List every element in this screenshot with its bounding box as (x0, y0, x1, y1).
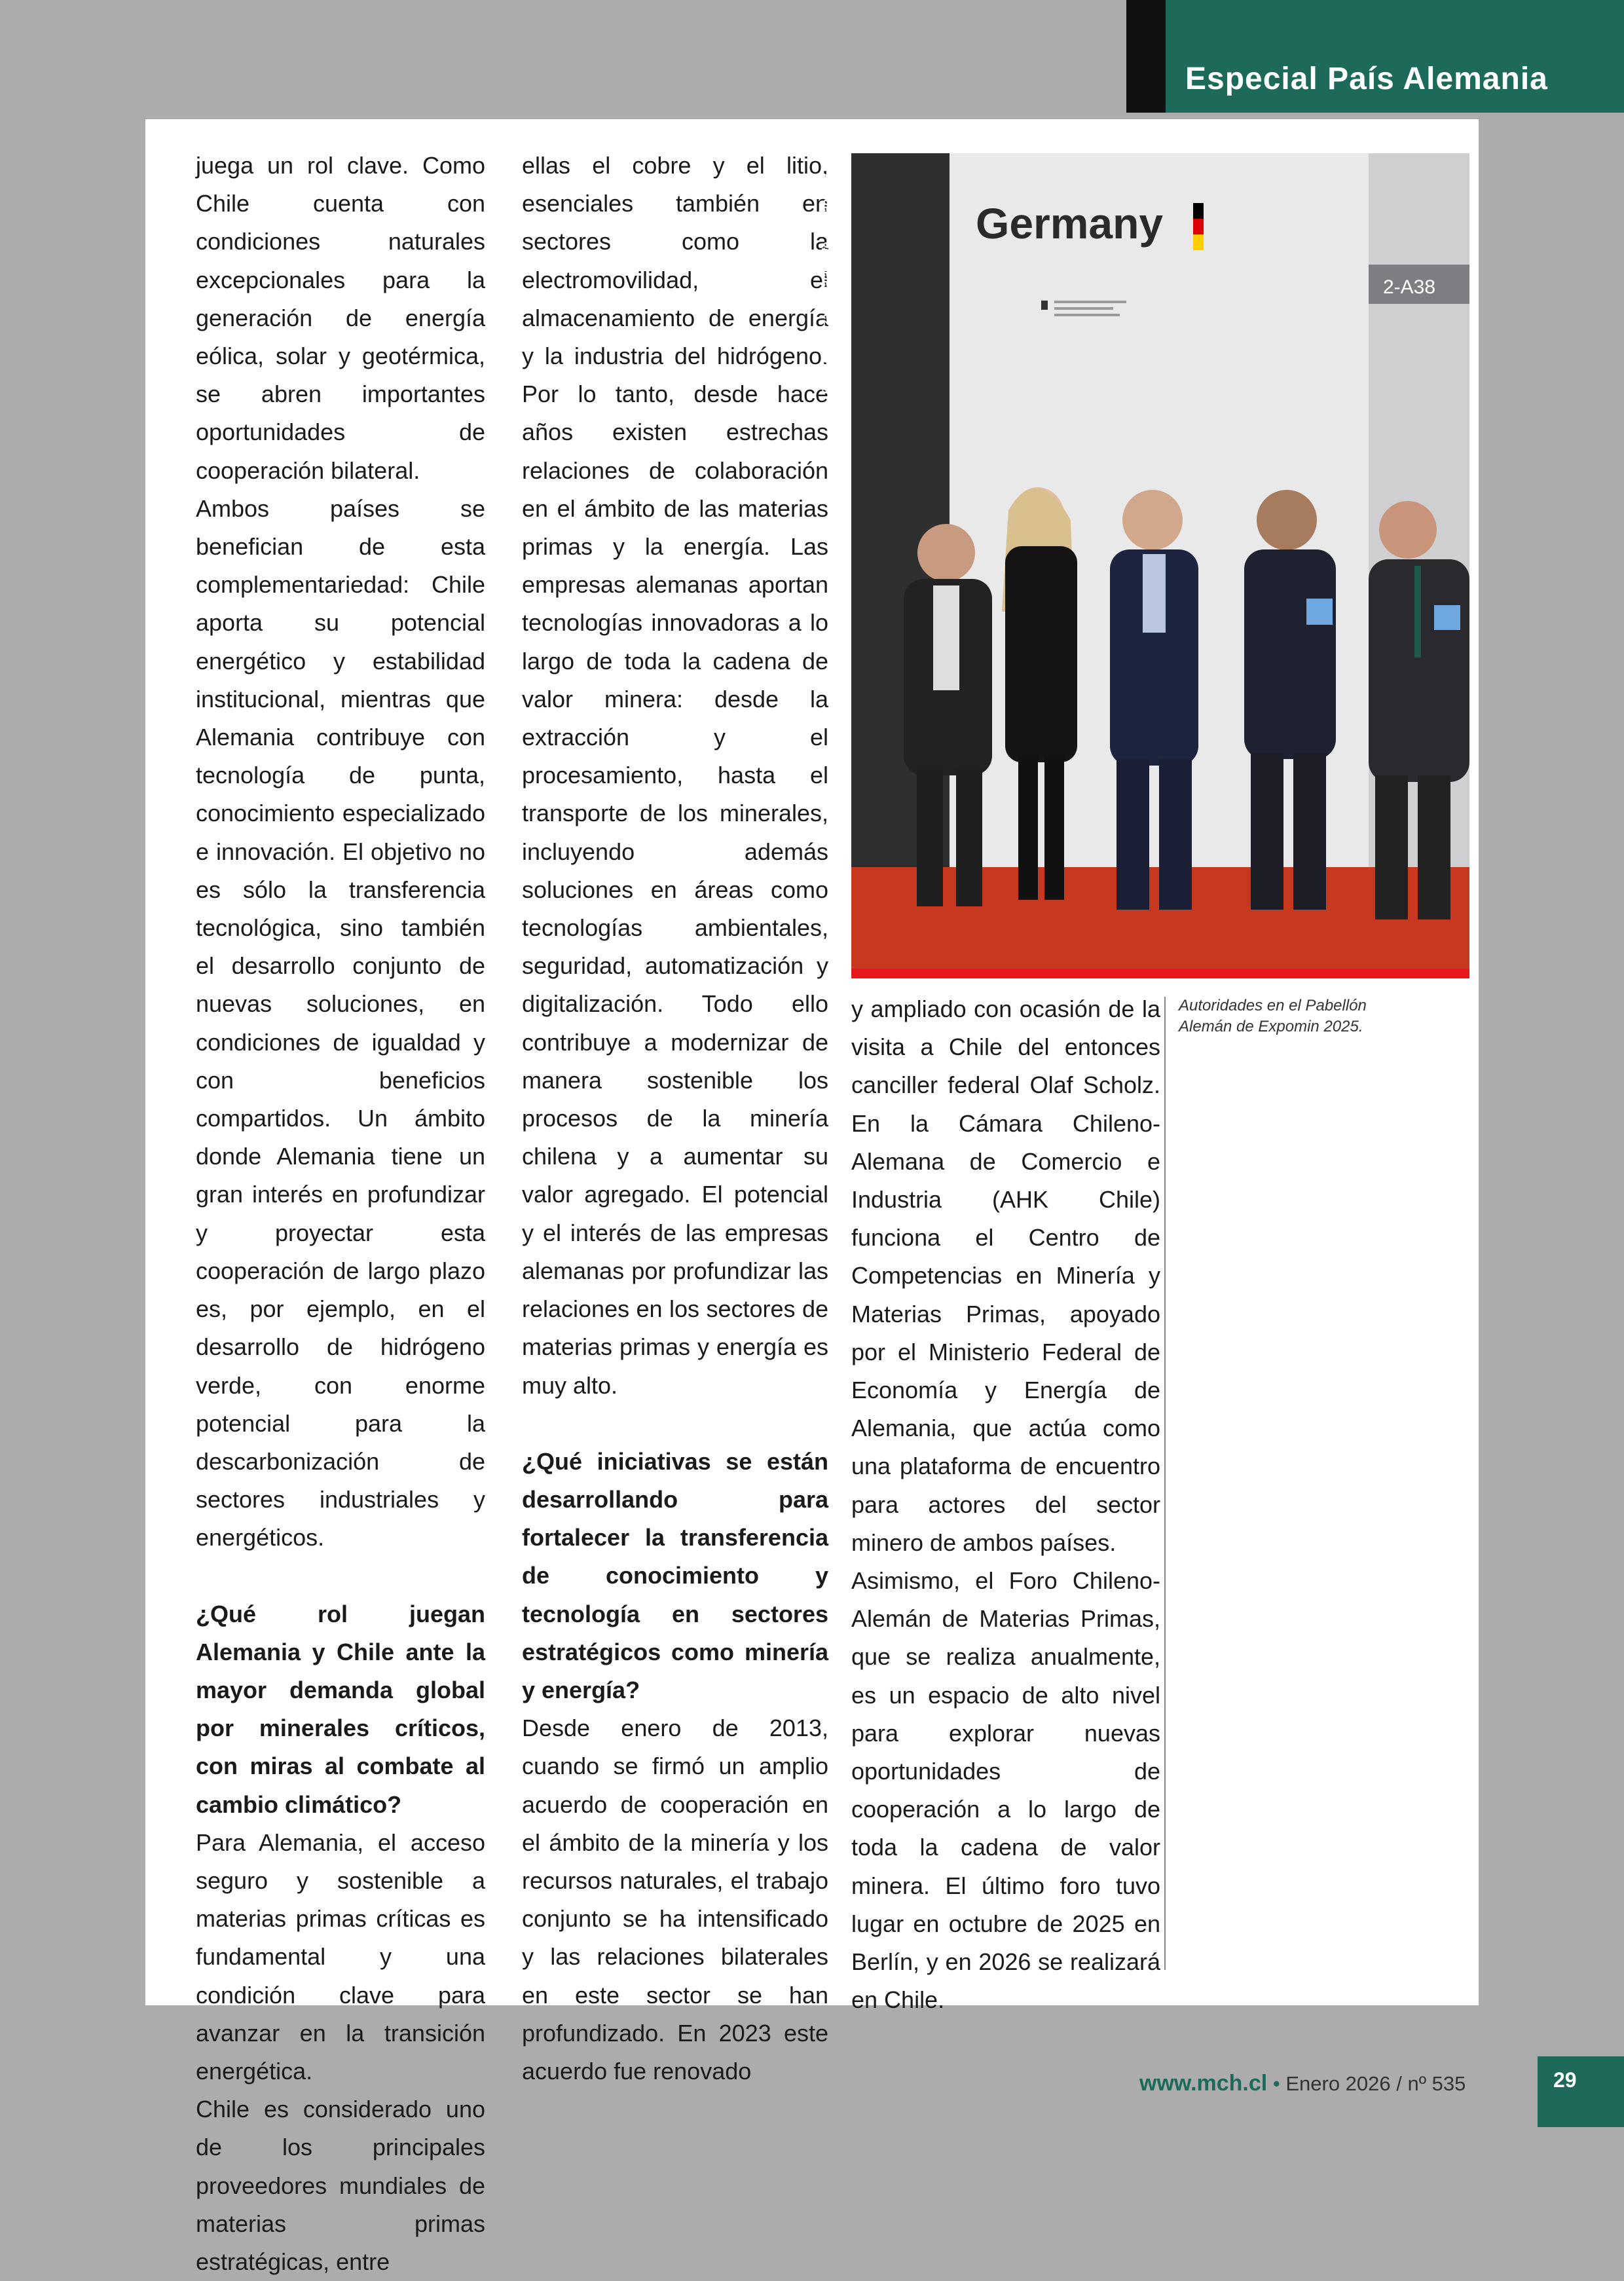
paragraph: Asimismo, el Foro Chileno-Alemán de Materias Primas, que se realiza anualmente, es un espacio de alto nivel para explorar nuevas oportunidades de cooperación a lo largo de toda la cadena de valor minera. El último foro tuvo lugar en octubre de 2025 en Berlín, y en 2026 se realizará en Chile. (851, 1567, 1160, 2014)
photo-caption: Autoridades en el Pabellón Alemán de Expomin 2025. (1179, 997, 1367, 1035)
paragraph: Chile es considerado uno de los principales proveedores mundiales de materias primas estratégicas, entre (196, 2096, 485, 2275)
article-column-3 (851, 990, 1160, 2019)
interview-question: ¿Qué iniciativas se están desarrollando para fortalecer la transferencia de conocimiento y tecnología en sectores estratégicos como minería y energía? (522, 1447, 828, 1703)
paragraph: ellas el cobre y el litio, esenciales también en sectores como la electromovilidad, el almacenamiento de energía y la industria del hidrógeno. Por lo tanto, desde hace años existen estrechas relaciones de colaboración en el ámbito de las materias primas y la energía. Las empresas alemanas aportan tecnologías innovadoras a lo largo de toda la cadena de valor minera: desde la extracción y el procesamiento, hasta el transporte de los minerales, incluyendo además soluciones en áreas como tecnologías ambientales, seguridad, automatización y digitalización. Todo ello contribuye a modernizar de manera sostenible los procesos de la minería chilena y a aumentar su valor agregado. El potencial y el interés de las empresas alemanas por profundizar las relaciones en los sectores de materias primas y energía es muy alto. (522, 152, 828, 1399)
article-photo (851, 153, 1469, 978)
page-footer (1139, 2071, 1466, 2096)
flag-red-stripe (1193, 219, 1204, 234)
paragraph: Desde enero de 2013, cuando se firmó un amplio acuerdo de cooperación en el ámbito de la minería y los recursos naturales, el trabajo conjunto se ha intensificado y las relaciones bilaterales en este sector se han profundizado. En 2023 este acuerdo fue renovado (522, 1715, 828, 2085)
caption-divider (1164, 997, 1166, 1970)
article-column-2 (522, 147, 828, 2090)
section-title: Especial País Alemania (1185, 62, 1548, 96)
footer-separator: • (1272, 2072, 1280, 2095)
website-link[interactable]: www.mch.cl (1139, 2071, 1268, 2096)
paragraph: y ampliado con ocasión de la visita a Chile del entonces canciller federal Olaf Scholz. En la Cámara Chileno-Alemana de Comercio e Industria (AHK Chile) funciona el Centro de Competencias en Minería y Materias Primas, apoyado por el Ministerio Federal de Economía y Energía de Alemania, que actúa como una plataforma de encuentro para actores del sector minero de ambos países. (851, 995, 1160, 1556)
flag-gold-stripe (1193, 234, 1204, 250)
paragraph: juega un rol clave. Como Chile cuenta con condiciones naturales excepcionales para la generación de energía eólica, solar y geotérmica, se abren importantes oportunidades de cooperación bilateral. (196, 152, 485, 484)
interview-question: ¿Qué rol juegan Alemania y Chile ante la mayor demanda global por minerales críticos, con miras al combate al cambio climático? (196, 1600, 485, 1818)
flag-black-stripe (1193, 203, 1204, 219)
issue-info: Enero 2026 / nº 535 (1285, 2072, 1466, 2095)
photo-credit: Foto: Gentileza Embajada de Alemania en Chile (820, 143, 832, 394)
booth-sign-text: Germany (976, 199, 1164, 248)
paragraph: Para Alemania, el acceso seguro y sostenible a materias primas críticas es fundamental y una condición clave para avanzar en la transición energética. (196, 1828, 485, 2085)
section-header (1166, 0, 1624, 113)
paragraph: Ambos países se benefician de esta complementariedad: Chile aporta su potencial energético y estabilidad institucional, mientras que Alemania contribuye con tecnología de punta, conocimiento especializado e innovación. El objetivo no es sólo la transferencia tecnológica, sino también el desarrollo conjunto de nuevas soluciones, en condiciones de igualdad y con beneficios compartidos. Un ámbito donde Alemania tiene un gran interés en profundizar y proyectar esta cooperación de largo plazo es, por ejemplo, en el desarrollo de hidrógeno verde, con enorme potencial para la descarbonización de sectores industriales y energéticos. (196, 494, 485, 1551)
expomin-booth-photo (851, 153, 1469, 978)
booth-number: 2-A38 (1383, 276, 1436, 298)
header-accent-bar (1126, 0, 1166, 113)
article-column-1 (196, 147, 485, 2281)
page-number: 29 (1538, 2056, 1624, 2127)
